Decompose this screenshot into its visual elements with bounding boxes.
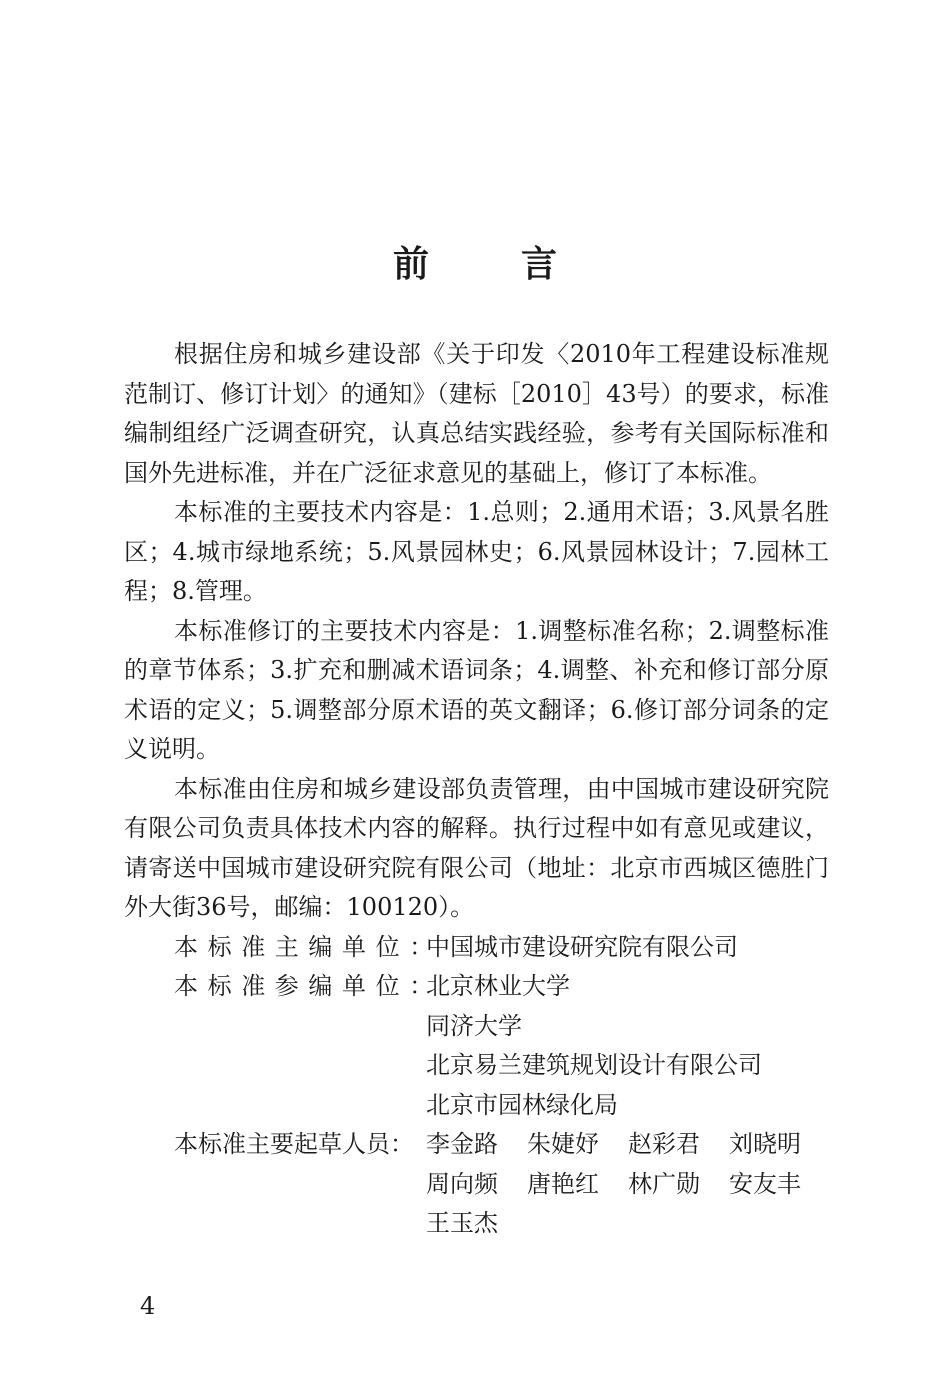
paragraph-2: 本标准的主要技术内容是：1.总则；2.通用术语；3.风景名胜区；4.城市绿地系统；5.风景园林史；6.风景园林设计；7.园林工程；8.管理。 [124,498,829,605]
page-title [0,236,950,287]
organization-info [124,928,829,1244]
drafters-label: 本标准主要起草人员： [174,1130,414,1158]
paragraph-3: 本标准修订的主要技术内容是：1.调整标准名称；2.调整标准的章节体系；3.扩充和删减术语词条；4.调整、补充和修订部分原术语的定义；5.调整部分原术语的英文翻译；6.修订部分词条的定义说明。 [124,616,829,763]
page-number: 4 [140,1292,156,1320]
chief-editor-row [124,928,829,968]
drafter-name: 李金路 [426,1130,498,1158]
participating-row [124,967,829,1125]
participating-unit: 北京林业大学 [426,972,570,1000]
drafter-name: 王玉杰 [426,1209,498,1237]
paragraph-4: 本标准由住房和城乡建设部负责管理，由中国城市建设研究院有限公司负责具体技术内容的解释。执行过程中如有意见或建议，请寄送中国城市建设研究院有限公司（地址：北京市西城区德胜门外大街36号，邮编：100120）。 [124,774,829,921]
drafter-names [426,1125,846,1244]
page-title-char-2: 言 [521,243,558,285]
drafter-name: 周向频 [426,1169,498,1198]
drafter-name: 林广勋 [628,1169,700,1198]
preface-body [124,335,829,1244]
page-title-char-1: 前 [392,243,429,285]
drafter-name: 安友丰 [729,1169,801,1198]
drafter-name: 朱婕妤 [527,1130,599,1158]
chief-editor-label: 本标准主编单位： [174,932,443,961]
drafter-name: 赵彩君 [628,1130,700,1158]
participating-unit: 北京市园林绿化局 [426,1090,618,1119]
participating-unit: 北京易兰建筑规划设计有限公司 [426,1051,762,1079]
participating-unit: 同济大学 [426,1011,522,1040]
drafter-name: 唐艳红 [527,1169,599,1198]
participating-label: 本标准参编单位： [174,972,443,1000]
paragraph-1: 根据住房和城乡建设部《关于印发〈2010年工程建设标准规范制订、修订计划〉的通知》（建标［2010］43号）的要求，标准编制组经广泛调查研究，认真总结实践经验，参考有关国际标准和国外先进标准，并在广泛征求意见的基础上，修订了本标准。 [124,340,829,487]
drafters-row [124,1125,829,1244]
chief-editor-unit: 中国城市建设研究院有限公司 [426,932,738,961]
drafter-name: 刘晓明 [729,1130,801,1158]
